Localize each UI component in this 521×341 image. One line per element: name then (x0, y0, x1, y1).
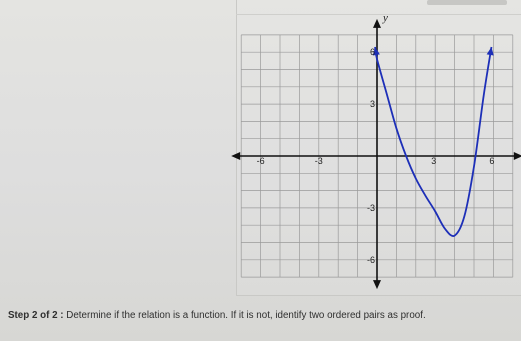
y-axis-name: y (383, 11, 388, 24)
y-tick-label: -3 (367, 202, 376, 213)
x-axis-arrow-right (514, 152, 521, 160)
y-axis-arrow-down (373, 280, 381, 289)
y-tick-label: 6 (370, 47, 376, 58)
x-tick-label: -6 (256, 156, 265, 166)
curve-arrow-right (487, 47, 494, 55)
y-tick-label: 3 (370, 99, 376, 110)
step-instruction (8, 310, 508, 321)
step-label: Step 2 of 2 : (8, 310, 64, 321)
step-text: Determine if the relation is a function. If it is not, identify two ordered pairs as proof. (66, 310, 426, 321)
y-axis-arrow-up (373, 19, 381, 28)
x-tick-label: 6 (489, 156, 495, 166)
y-tick-label: -6 (367, 254, 376, 265)
axes (231, 19, 521, 289)
x-tick-label: -3 (314, 156, 323, 166)
x-axis-arrow-left (231, 152, 240, 160)
x-tick-label: 3 (431, 156, 437, 166)
